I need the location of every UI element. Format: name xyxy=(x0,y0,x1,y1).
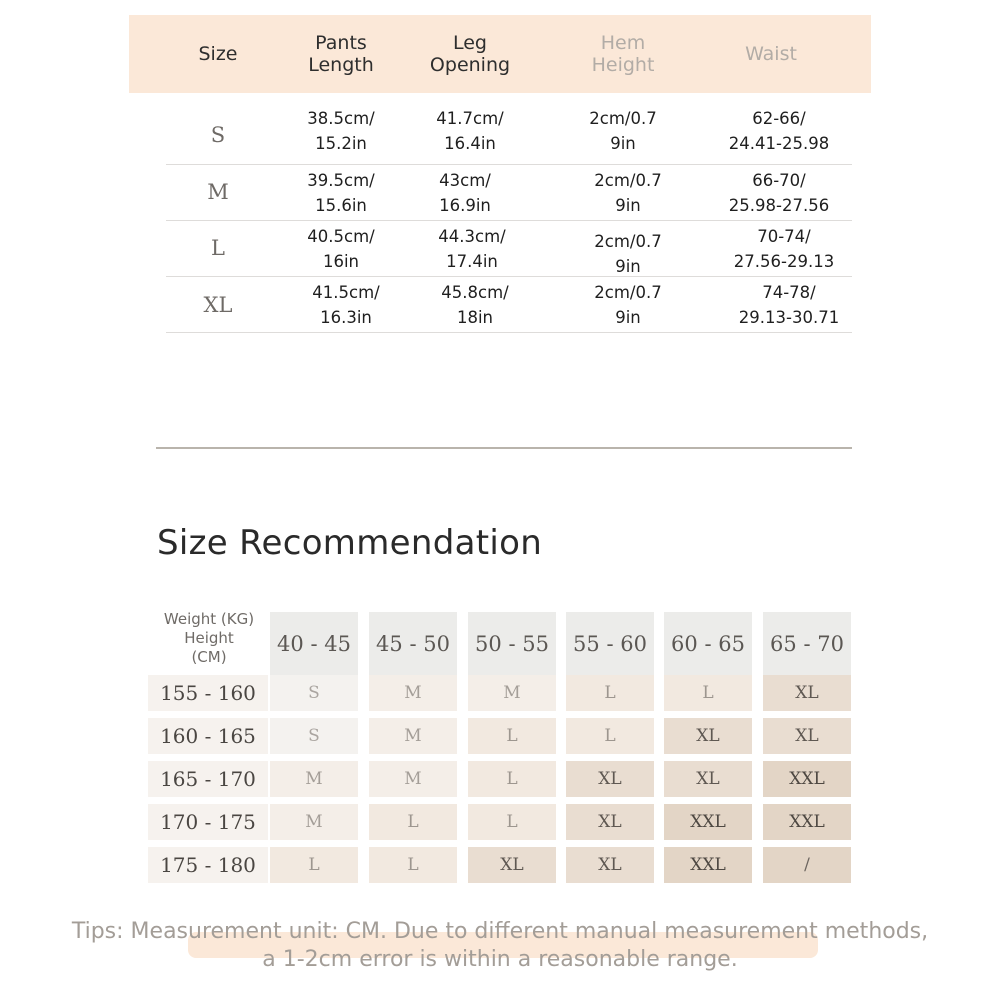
header-leg-opening: Leg Opening xyxy=(429,32,511,76)
waist-cell: 70-74/ 27.56-29.13 xyxy=(733,227,835,271)
pants-length-cell: 41.5cm/ 16.3in xyxy=(312,283,380,327)
section-title: Size Recommendation xyxy=(157,523,543,563)
recommendation-cell: XL xyxy=(566,761,654,797)
tips-note: Tips: Measurement unit: CM. Due to different manual measurement methods, a 1-2cm error is within a reasonable range. xyxy=(71,919,929,972)
recommendation-cell: XL xyxy=(664,718,752,754)
hem-height-cell: 2cm/0.7 9in xyxy=(594,171,662,215)
weight-header: 65 - 70 xyxy=(763,612,851,675)
recommendation-cell: L xyxy=(369,847,457,883)
recommendation-cell: XL xyxy=(566,847,654,883)
recommendation-cell: M xyxy=(369,675,457,711)
hem-height-cell: 2cm/0.7 9in xyxy=(589,109,657,153)
recommendation-cell: M xyxy=(270,804,358,840)
header-pants-length: Pants Length xyxy=(308,32,374,76)
header-hem-height: Hem Height xyxy=(591,32,655,76)
pants-length-cell: 38.5cm/ 15.2in xyxy=(307,109,375,153)
recommendation-cell: L xyxy=(468,761,556,797)
recommendation-cell: M xyxy=(369,718,457,754)
hem-height-cell: 2cm/0.7 9in xyxy=(594,283,662,327)
recommendation-cell: L xyxy=(664,675,752,711)
weight-header: 45 - 50 xyxy=(369,612,457,675)
weight-header: 50 - 55 xyxy=(468,612,556,675)
size-label: XL xyxy=(203,293,233,317)
recommendation-cell: XL xyxy=(664,761,752,797)
recommendation-cell: L xyxy=(468,804,556,840)
waist-cell: 66-70/ 25.98-27.56 xyxy=(728,171,830,215)
height-header: 155 - 160 xyxy=(148,675,268,711)
leg-opening-cell: 45.8cm/ 18in xyxy=(441,283,509,327)
size-chart-table xyxy=(0,0,1000,340)
weight-header: 55 - 60 xyxy=(566,612,654,675)
leg-opening-cell: 43cm/ 16.9in xyxy=(439,171,491,215)
recommendation-cell: L xyxy=(369,804,457,840)
pants-length-cell: 40.5cm/ 16in xyxy=(307,227,375,271)
recommendation-cell: XXL xyxy=(664,847,752,883)
recommendation-cell: L xyxy=(566,718,654,754)
recommendation-cell: M xyxy=(468,675,556,711)
grid-corner-label: Weight (KG) Height (CM) xyxy=(163,610,255,666)
size-label: L xyxy=(211,236,225,260)
height-header: 175 - 180 xyxy=(148,847,268,883)
recommendation-cell: XXL xyxy=(664,804,752,840)
hem-height-cell: 2cm/0.7 9in xyxy=(594,232,662,276)
leg-opening-cell: 41.7cm/ 16.4in xyxy=(436,109,504,153)
recommendation-cell: L xyxy=(270,847,358,883)
height-header: 170 - 175 xyxy=(148,804,268,840)
header-size: Size xyxy=(198,43,238,65)
recommendation-cell: XXL xyxy=(763,804,851,840)
recommendation-cell: L xyxy=(468,718,556,754)
pants-length-cell: 39.5cm/ 15.6in xyxy=(307,171,375,215)
weight-header: 60 - 65 xyxy=(664,612,752,675)
height-header: 165 - 170 xyxy=(148,761,268,797)
recommendation-cell: S xyxy=(270,718,358,754)
height-header: 160 - 165 xyxy=(148,718,268,754)
recommendation-cell: M xyxy=(369,761,457,797)
leg-opening-cell: 44.3cm/ 17.4in xyxy=(438,227,506,271)
recommendation-cell: XXL xyxy=(763,761,851,797)
size-label: M xyxy=(207,180,229,204)
header-waist: Waist xyxy=(745,43,797,65)
section-divider xyxy=(156,447,852,449)
recommendation-cell: M xyxy=(270,761,358,797)
recommendation-cell: XL xyxy=(468,847,556,883)
recommendation-cell: S xyxy=(270,675,358,711)
recommendation-cell: / xyxy=(763,847,851,883)
recommendation-cell: XL xyxy=(566,804,654,840)
waist-cell: 62-66/ 24.41-25.98 xyxy=(728,109,830,153)
recommendation-cell: XL xyxy=(763,675,851,711)
recommendation-cell: XL xyxy=(763,718,851,754)
recommendation-cell: L xyxy=(566,675,654,711)
size-label: S xyxy=(210,123,226,147)
waist-cell: 74-78/ 29.13-30.71 xyxy=(738,283,840,327)
weight-header: 40 - 45 xyxy=(270,612,358,675)
